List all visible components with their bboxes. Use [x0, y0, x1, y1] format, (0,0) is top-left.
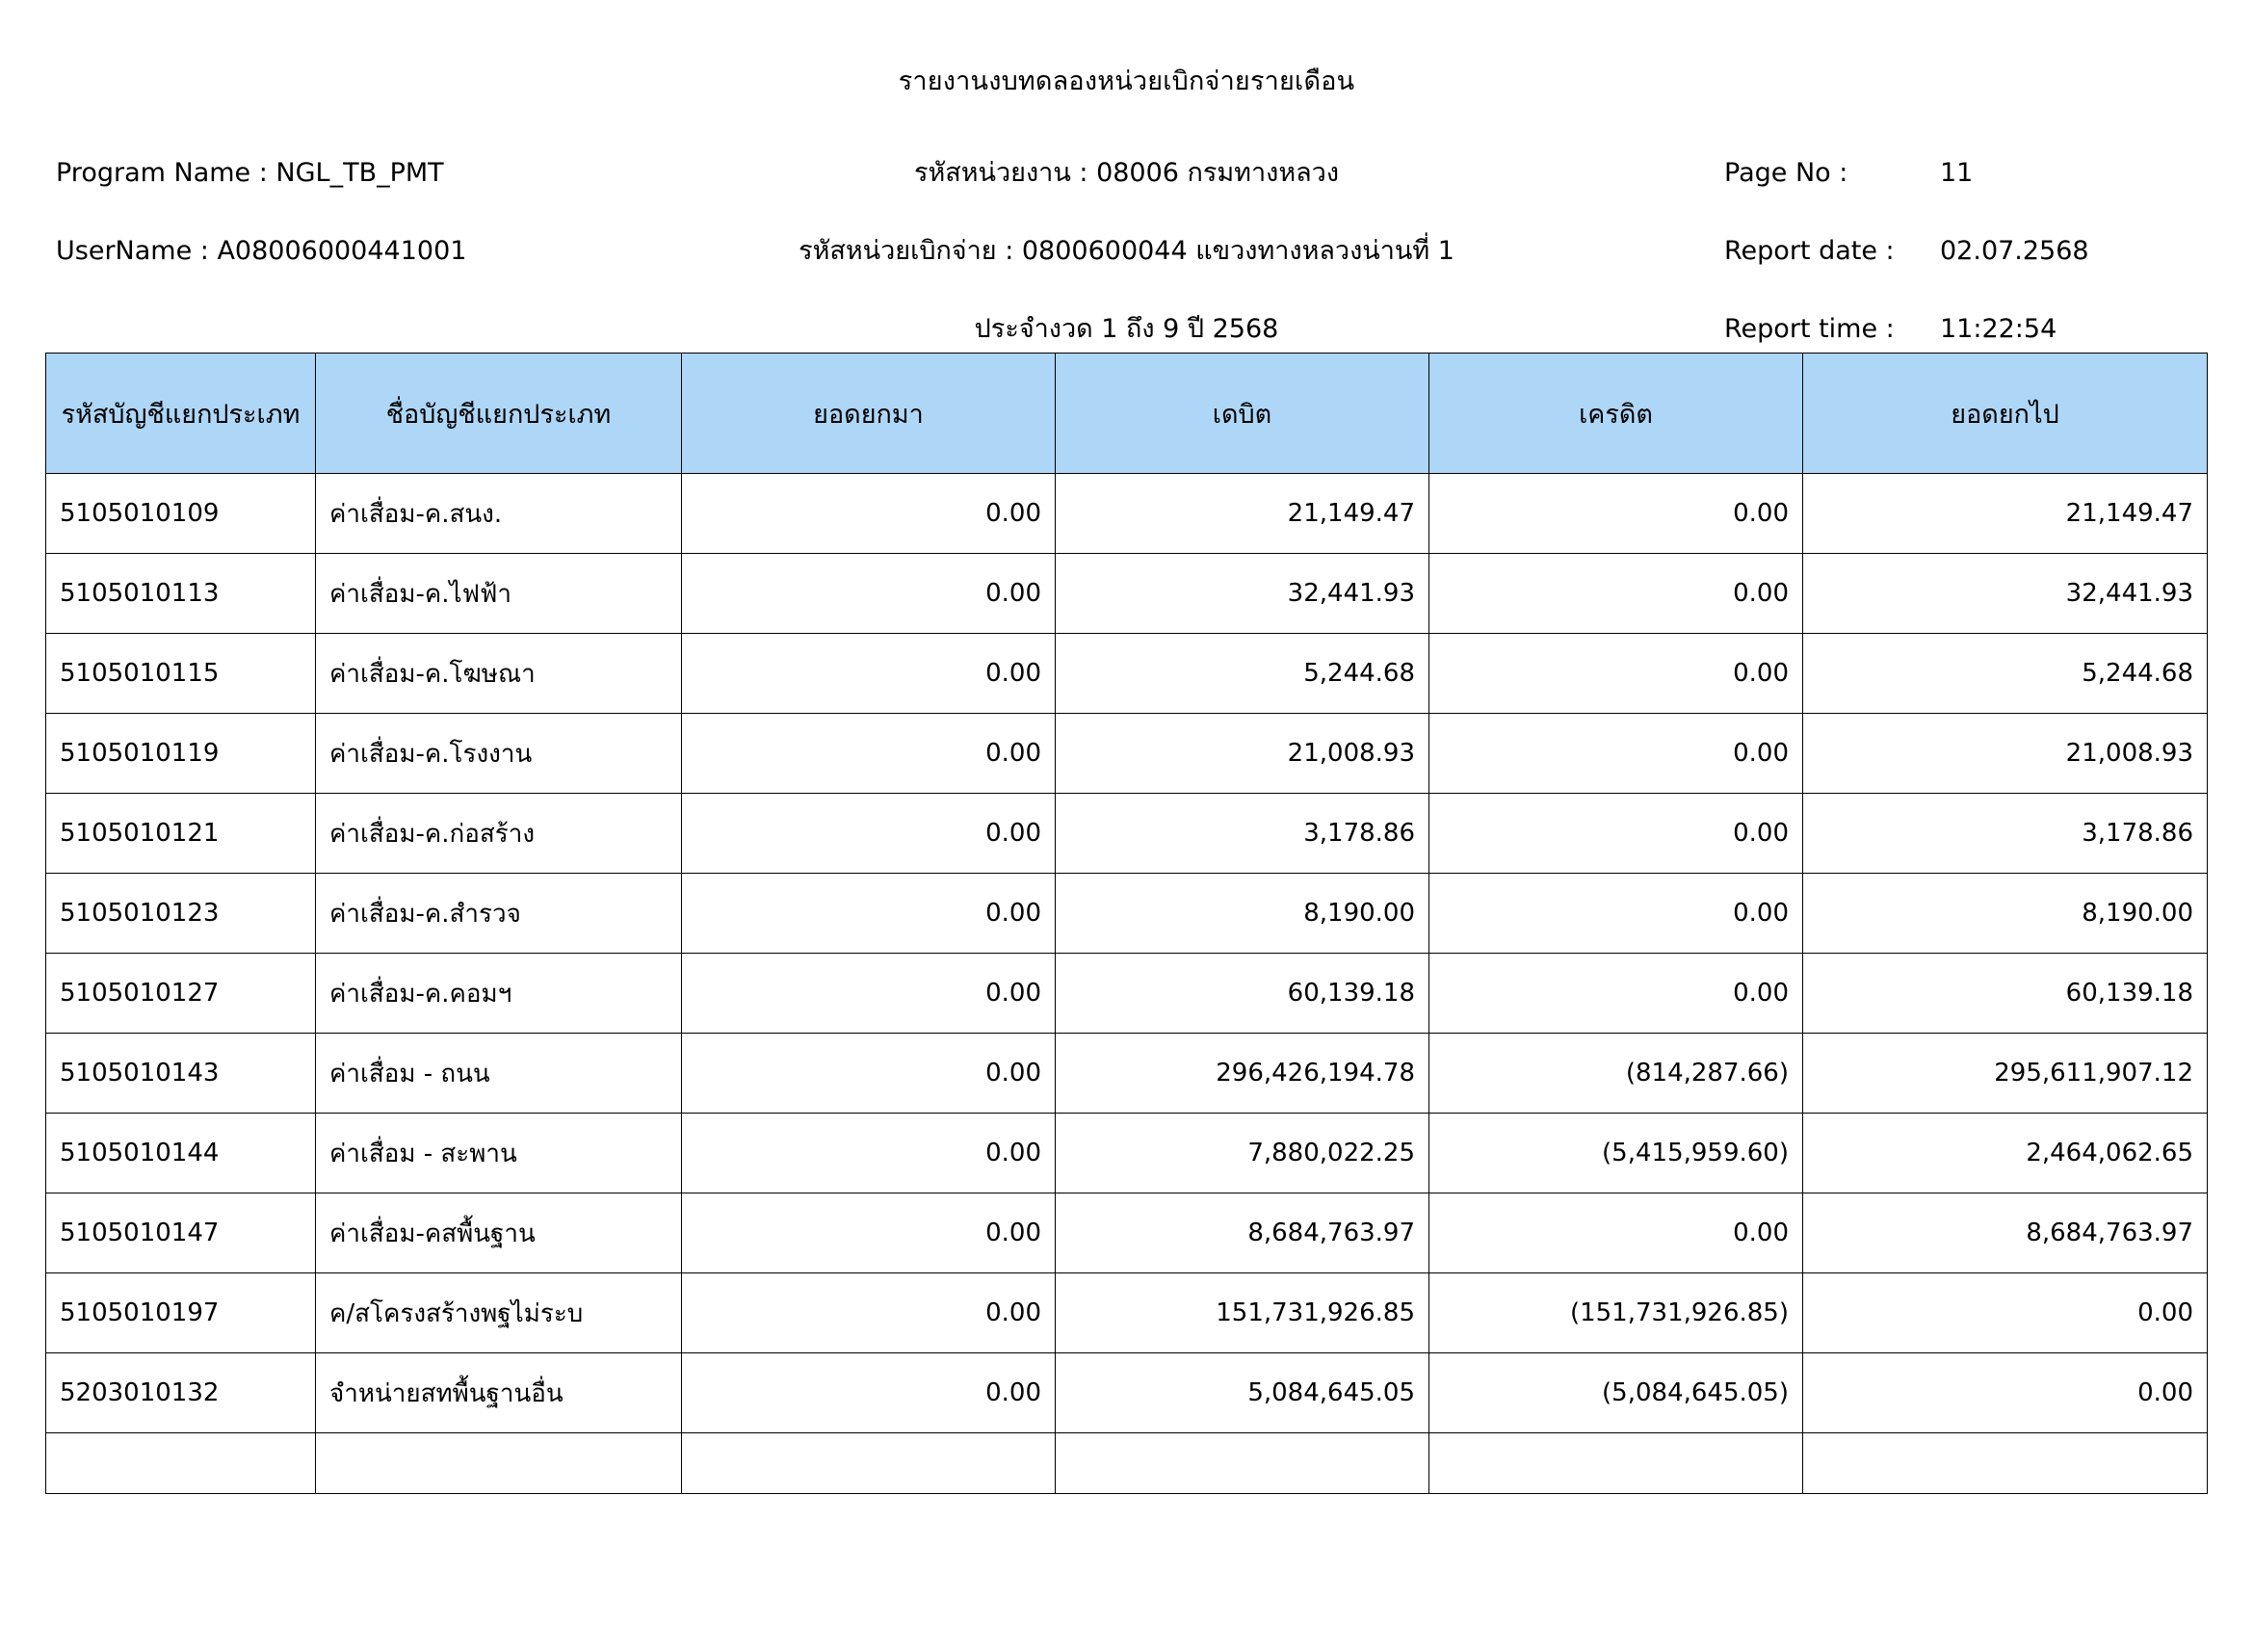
- cell-account-name: ค่าเสื่อม-ค.ก่อสร้าง: [316, 794, 682, 874]
- cell-empty: [316, 1433, 682, 1494]
- table-row: [46, 1114, 2208, 1193]
- table-row: [46, 874, 2208, 954]
- trial-balance-table: [45, 353, 2208, 1494]
- cell-credit: 0.00: [1429, 714, 1803, 794]
- cell-account-code: 5105010113: [46, 554, 316, 634]
- report-date-row: [1724, 212, 2225, 290]
- cell-credit: 0.00: [1429, 874, 1803, 954]
- cell-debit: 3,178.86: [1056, 794, 1429, 874]
- page-no-row: [1724, 134, 2225, 212]
- report-time-row: [1724, 290, 2225, 368]
- cell-carried-forward: 32,441.93: [1803, 554, 2208, 634]
- table-row: [46, 954, 2208, 1034]
- header-debit: เดบิต: [1056, 354, 1429, 474]
- cell-credit: 0.00: [1429, 554, 1803, 634]
- cell-credit: 0.00: [1429, 474, 1803, 554]
- report-meta-right: [1724, 134, 2225, 368]
- page-no-value: 11: [1940, 158, 1974, 188]
- cell-carried-forward: 0.00: [1803, 1353, 2208, 1433]
- header-account-code: รหัสบัญชีแยกประเภท: [46, 354, 316, 474]
- report-date-label: Report date :: [1724, 236, 1895, 266]
- cell-debit: 21,149.47: [1056, 474, 1429, 554]
- table-row: [46, 714, 2208, 794]
- cell-brought-forward: 0.00: [682, 794, 1056, 874]
- report-meta: [0, 134, 2253, 344]
- cell-brought-forward: 0.00: [682, 954, 1056, 1034]
- cell-credit: 0.00: [1429, 954, 1803, 1034]
- cell-brought-forward: 0.00: [682, 1273, 1056, 1353]
- cell-debit: 60,139.18: [1056, 954, 1429, 1034]
- cell-brought-forward: 0.00: [682, 474, 1056, 554]
- table-header-row: [46, 354, 2208, 474]
- cell-brought-forward: 0.00: [682, 1193, 1056, 1273]
- cell-account-code: 5105010123: [46, 874, 316, 954]
- cell-debit: 151,731,926.85: [1056, 1273, 1429, 1353]
- cell-account-code: 5105010197: [46, 1273, 316, 1353]
- cell-debit: 32,441.93: [1056, 554, 1429, 634]
- report-title: รายงานงบทดลองหน่วยเบิกจ่ายรายเดือน: [898, 66, 1355, 96]
- cell-account-name: จำหน่ายสทพื้นฐานอื่น: [316, 1353, 682, 1433]
- cell-account-name: ค่าเสื่อม-คสพื้นฐาน: [316, 1193, 682, 1273]
- cell-empty: [46, 1433, 316, 1494]
- user-name: UserName : A08006000441001: [56, 236, 467, 266]
- cell-credit: 0.00: [1429, 634, 1803, 714]
- cell-debit: 21,008.93: [1056, 714, 1429, 794]
- cell-account-code: 5105010121: [46, 794, 316, 874]
- cell-empty: [1803, 1433, 2208, 1494]
- page-no-label: Page No :: [1724, 158, 1848, 188]
- header-carried-forward: ยอดยกไป: [1803, 354, 2208, 474]
- cell-account-code: 5105010109: [46, 474, 316, 554]
- cell-account-name: ค่าเสื่อม-ค.โฆษณา: [316, 634, 682, 714]
- cell-debit: 8,684,763.97: [1056, 1193, 1429, 1273]
- cell-brought-forward: 0.00: [682, 1034, 1056, 1114]
- table-row: [46, 554, 2208, 634]
- cell-carried-forward: 0.00: [1803, 1273, 2208, 1353]
- report-date-value: 02.07.2568: [1940, 236, 2089, 266]
- report-page: [0, 60, 2253, 1652]
- cell-credit: (814,287.66): [1429, 1034, 1803, 1114]
- cell-account-name: ค่าเสื่อม-ค.สนง.: [316, 474, 682, 554]
- cell-carried-forward: 21,149.47: [1803, 474, 2208, 554]
- period: ประจำงวด 1 ถึง 9 ปี 2568: [974, 314, 1279, 344]
- report-time-value: 11:22:54: [1940, 314, 2057, 344]
- header-account-name: ชื่อบัญชีแยกประเภท: [316, 354, 682, 474]
- cell-account-code: 5105010115: [46, 634, 316, 714]
- header-credit: เครดิต: [1429, 354, 1803, 474]
- cell-credit: (5,084,645.05): [1429, 1353, 1803, 1433]
- cell-account-code: 5105010119: [46, 714, 316, 794]
- cell-brought-forward: 0.00: [682, 874, 1056, 954]
- cell-carried-forward: 5,244.68: [1803, 634, 2208, 714]
- cell-carried-forward: 295,611,907.12: [1803, 1034, 2208, 1114]
- report-time-label: Report time :: [1724, 314, 1895, 344]
- cell-account-name: ค/สโครงสร้างพฐไม่ระบ: [316, 1273, 682, 1353]
- cell-account-code: 5105010144: [46, 1114, 316, 1193]
- cell-empty: [1429, 1433, 1803, 1494]
- program-name: Program Name : NGL_TB_PMT: [56, 158, 444, 188]
- cell-credit: (5,415,959.60): [1429, 1114, 1803, 1193]
- cell-carried-forward: 2,464,062.65: [1803, 1114, 2208, 1193]
- department-code: รหัสหน่วยเบิกจ่าย : 0800600044 แขวงทางหลวงน่านที่ 1: [799, 236, 1454, 266]
- cell-brought-forward: 0.00: [682, 554, 1056, 634]
- cell-credit: 0.00: [1429, 794, 1803, 874]
- cell-brought-forward: 0.00: [682, 1353, 1056, 1433]
- cell-credit: 0.00: [1429, 1193, 1803, 1273]
- cell-empty: [1056, 1433, 1429, 1494]
- cell-account-code: 5105010147: [46, 1193, 316, 1273]
- cell-account-name: ค่าเสื่อม-ค.โรงงาน: [316, 714, 682, 794]
- cell-account-name: ค่าเสื่อม - สะพาน: [316, 1114, 682, 1193]
- table-row: [46, 1034, 2208, 1114]
- cell-debit: 8,190.00: [1056, 874, 1429, 954]
- cell-account-name: ค่าเสื่อม-ค.ไฟฟ้า: [316, 554, 682, 634]
- cell-debit: 7,880,022.25: [1056, 1114, 1429, 1193]
- cell-carried-forward: 21,008.93: [1803, 714, 2208, 794]
- cell-empty: [682, 1433, 1056, 1494]
- cell-credit: (151,731,926.85): [1429, 1273, 1803, 1353]
- table-filler-row: [46, 1433, 2208, 1494]
- cell-carried-forward: 8,684,763.97: [1803, 1193, 2208, 1273]
- table-row: [46, 794, 2208, 874]
- table-row: [46, 634, 2208, 714]
- cell-account-code: 5105010127: [46, 954, 316, 1034]
- cell-brought-forward: 0.00: [682, 1114, 1056, 1193]
- cell-debit: 5,084,645.05: [1056, 1353, 1429, 1433]
- header-brought-forward: ยอดยกมา: [682, 354, 1056, 474]
- table-body: [46, 474, 2208, 1494]
- cell-account-name: ค่าเสื่อม - ถนน: [316, 1034, 682, 1114]
- cell-brought-forward: 0.00: [682, 714, 1056, 794]
- cell-account-code: 5105010143: [46, 1034, 316, 1114]
- cell-debit: 296,426,194.78: [1056, 1034, 1429, 1114]
- table-row: [46, 1353, 2208, 1433]
- table-row: [46, 474, 2208, 554]
- cell-debit: 5,244.68: [1056, 634, 1429, 714]
- cell-account-name: ค่าเสื่อม-ค.สำรวจ: [316, 874, 682, 954]
- cell-account-name: ค่าเสื่อม-ค.คอมฯ: [316, 954, 682, 1034]
- cell-carried-forward: 3,178.86: [1803, 794, 2208, 874]
- cell-brought-forward: 0.00: [682, 634, 1056, 714]
- cell-carried-forward: 8,190.00: [1803, 874, 2208, 954]
- cell-account-code: 5203010132: [46, 1353, 316, 1433]
- table-row: [46, 1193, 2208, 1273]
- table-row: [46, 1273, 2208, 1353]
- cell-carried-forward: 60,139.18: [1803, 954, 2208, 1034]
- agency-code: รหัสหน่วยงาน : 08006 กรมทางหลวง: [913, 158, 1340, 188]
